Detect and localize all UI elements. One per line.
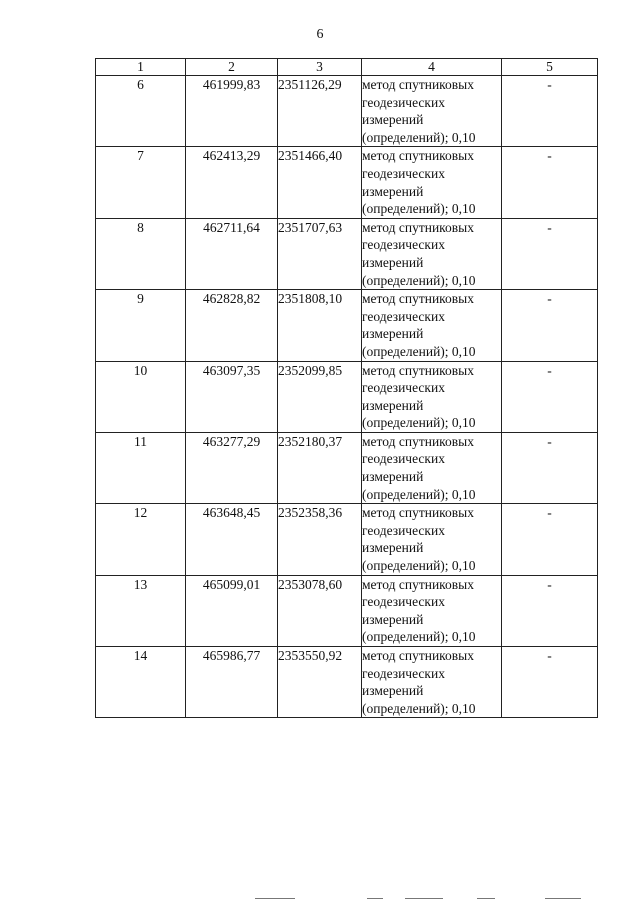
method-line: измерений [362,683,424,699]
header-col-1: 1 [96,59,186,76]
method-line: измерений [362,326,424,342]
method-line: геодезических [362,451,445,467]
method-line: метод спутниковых [362,291,474,307]
y-coordinate-cell: 2351707,63 [278,218,362,289]
method-line: (определений); 0,10 [362,343,476,359]
method-line: (определений); 0,10 [362,486,476,502]
header-col-3: 3 [278,59,362,76]
method-line: метод спутниковых [362,505,474,521]
method-line: измерений [362,540,424,556]
method-line: геодезических [362,237,445,253]
method-line: метод спутниковых [362,576,474,592]
table-header [96,59,598,76]
point-number-cell: 14 [96,647,186,718]
method-line: (определений); 0,10 [362,272,476,288]
table-row [96,361,598,432]
point-number-cell: 6 [96,76,186,147]
x-coordinate-cell: 462828,82 [186,290,278,361]
footer-scan-marks [255,898,585,902]
point-number-cell: 12 [96,504,186,575]
x-coordinate-cell: 463097,35 [186,361,278,432]
method-line: геодезических [362,665,445,681]
method-line: измерений [362,611,424,627]
y-coordinate-cell: 2352358,36 [278,504,362,575]
method-line: геодезических [362,380,445,396]
method-line: геодезических [362,594,445,610]
header-col-5: 5 [502,59,598,76]
method-line: (определений); 0,10 [362,129,476,145]
x-coordinate-cell: 462711,64 [186,218,278,289]
header-row [96,59,598,76]
table-row [96,504,598,575]
method-cell [362,361,502,432]
y-coordinate-cell: 2352180,37 [278,432,362,503]
method-cell [362,218,502,289]
table-row [96,290,598,361]
point-number-cell: 10 [96,361,186,432]
x-coordinate-cell: 461999,83 [186,76,278,147]
method-line: (определений); 0,10 [362,558,476,574]
method-cell [362,504,502,575]
point-number-cell: 11 [96,432,186,503]
method-cell [362,432,502,503]
point-number-cell: 9 [96,290,186,361]
method-cell [362,147,502,218]
method-cell [362,575,502,646]
table-row [96,147,598,218]
x-coordinate-cell: 462413,29 [186,147,278,218]
point-number-cell: 13 [96,575,186,646]
table-row [96,647,598,718]
note-cell: - [502,575,598,646]
x-coordinate-cell: 463648,45 [186,504,278,575]
method-line: метод спутниковых [362,148,474,164]
method-line: (определений); 0,10 [362,415,476,431]
coordinates-table [95,58,598,718]
note-cell: - [502,290,598,361]
y-coordinate-cell: 2352099,85 [278,361,362,432]
method-line: измерений [362,183,424,199]
note-cell: - [502,76,598,147]
y-coordinate-cell: 2351808,10 [278,290,362,361]
method-line: метод спутниковых [362,433,474,449]
x-coordinate-cell: 465986,77 [186,647,278,718]
method-line: геодезических [362,165,445,181]
x-coordinate-cell: 463277,29 [186,432,278,503]
method-line: измерений [362,397,424,413]
table-row [96,76,598,147]
note-cell: - [502,647,598,718]
y-coordinate-cell: 2353078,60 [278,575,362,646]
note-cell: - [502,218,598,289]
note-cell: - [502,432,598,503]
table-row [96,432,598,503]
method-line: метод спутниковых [362,219,474,235]
table-row [96,218,598,289]
note-cell: - [502,147,598,218]
method-line: метод спутниковых [362,648,474,663]
method-line: геодезических [362,94,445,110]
point-number-cell: 8 [96,218,186,289]
table-body [96,76,598,718]
header-col-4: 4 [362,59,502,76]
method-line: (определений); 0,10 [362,201,476,217]
y-coordinate-cell: 2351466,40 [278,147,362,218]
method-cell [362,647,502,718]
method-line: (определений); 0,10 [362,700,476,716]
method-line: метод спутниковых [362,362,474,378]
x-coordinate-cell: 465099,01 [186,575,278,646]
note-cell: - [502,361,598,432]
method-line: геодезических [362,522,445,538]
point-number-cell: 7 [96,147,186,218]
method-line: измерений [362,254,424,270]
method-line: измерений [362,469,424,485]
method-line: (определений); 0,10 [362,629,476,645]
y-coordinate-cell: 2351126,29 [278,76,362,147]
table-row [96,575,598,646]
header-col-2: 2 [186,59,278,76]
method-line: геодезических [362,308,445,324]
method-line: метод спутниковых [362,77,474,92]
page-number: 6 [316,27,324,42]
method-cell [362,76,502,147]
y-coordinate-cell: 2353550,92 [278,647,362,718]
method-line: измерений [362,112,424,128]
note-cell: - [502,504,598,575]
method-cell [362,290,502,361]
